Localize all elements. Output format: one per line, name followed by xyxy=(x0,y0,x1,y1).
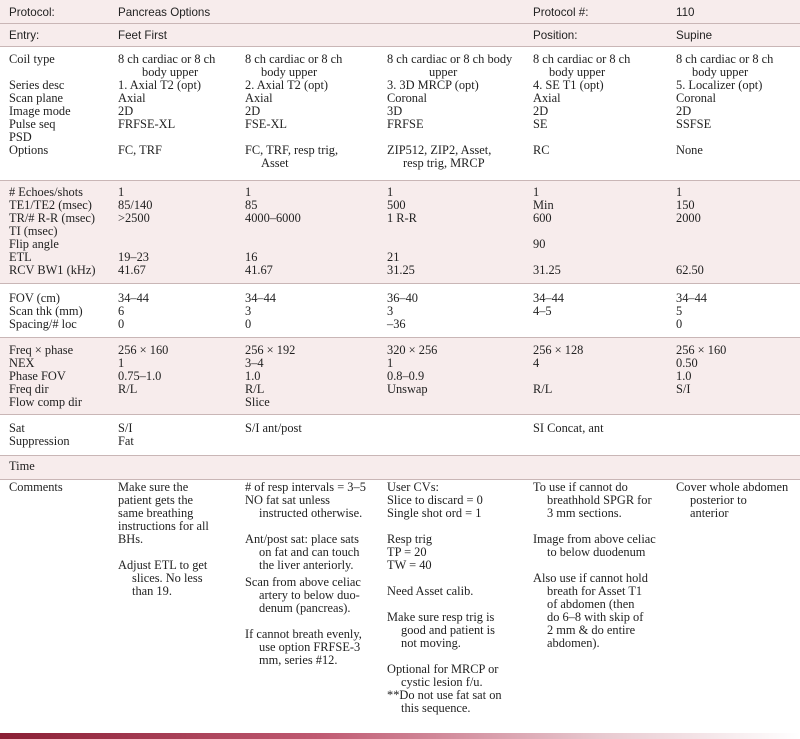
ti xyxy=(387,225,417,238)
flip-angle: 90 xyxy=(533,237,546,251)
freq-dir: R/L xyxy=(245,382,265,396)
sat-section-labels xyxy=(9,422,70,448)
tr: 600 xyxy=(533,211,552,225)
series-4-echo-block xyxy=(533,186,561,277)
series-2-comments xyxy=(245,481,366,680)
comment-line: Resp trig xyxy=(387,532,433,546)
protocol-number-value: 110 xyxy=(676,6,695,19)
scan-thk: 5 xyxy=(676,304,683,318)
nex: 3–4 xyxy=(245,356,264,370)
scan-plane: Axial xyxy=(118,91,146,105)
freq-phase: 256 × 128 xyxy=(533,343,584,357)
comment-line: Adjust ETL to get xyxy=(118,558,208,572)
series-3-freq-block xyxy=(387,344,437,396)
series-2-echo-block xyxy=(245,186,301,277)
scan-plane: Coronal xyxy=(676,91,716,105)
coil-type-cont: upper xyxy=(429,65,458,79)
tr: 1 R-R xyxy=(387,211,417,225)
echoes-shots: 1 xyxy=(387,185,394,199)
scan-plane: Coronal xyxy=(387,91,427,105)
series-5-echo-block xyxy=(676,186,704,277)
coil-type: 8 ch cardiac or 8 ch xyxy=(533,52,631,66)
options: FC, TRF xyxy=(118,143,162,157)
comment-line: the liver anteriorly. xyxy=(259,558,354,572)
te: 500 xyxy=(387,198,406,212)
comment-line: To use if cannot do xyxy=(533,480,628,494)
phase-fov: 0.75–1.0 xyxy=(118,369,162,383)
comment-line: Make sure resp trig is xyxy=(387,610,495,624)
comment-line: Need Asset calib. xyxy=(387,584,474,598)
echo-section-labels xyxy=(9,186,96,277)
series-3-coil-block xyxy=(387,53,512,170)
protocol-number-label: Protocol #: xyxy=(533,6,589,19)
te: 85 xyxy=(245,198,258,212)
pulse-seq: FSE-XL xyxy=(245,117,287,131)
comment-line: denum (pancreas). xyxy=(259,601,351,615)
row-label-te: TE1/TE2 (msec) xyxy=(9,198,92,212)
pulse-seq: FRFSE-XL xyxy=(118,117,176,131)
row-label-flow-comp: Flow comp dir xyxy=(9,395,82,409)
nex: 0.50 xyxy=(676,356,698,370)
comment-line: cystic lesion f/u. xyxy=(401,675,483,689)
row-label-pulse-seq: Pulse seq xyxy=(9,117,56,131)
te: Min xyxy=(533,198,554,212)
pulse-seq: SE xyxy=(533,117,548,131)
series-4-comments xyxy=(533,481,656,663)
series-2-sat-block xyxy=(245,422,302,435)
comment-line: not moving. xyxy=(401,636,461,650)
scan-plane: Axial xyxy=(533,91,561,105)
series-desc: 4. SE T1 (opt) xyxy=(533,78,604,92)
image-mode: 3D xyxy=(387,104,403,118)
te: 150 xyxy=(676,198,695,212)
comment-line: Optional for MRCP or xyxy=(387,662,499,676)
options-cont: resp trig, MRCP xyxy=(403,156,485,170)
comment-line: If cannot breath evenly, xyxy=(245,627,362,641)
fov: 34–44 xyxy=(245,291,276,305)
echoes-shots: 1 xyxy=(118,185,125,199)
rcv-bw: 41.67 xyxy=(245,263,273,277)
rcv-bw: 62.50 xyxy=(676,263,704,277)
series-1-comments xyxy=(118,481,209,611)
comment-line: instructions for all xyxy=(118,519,209,533)
coil-type-cont: body upper xyxy=(261,65,318,79)
comment-line: NO fat sat unless xyxy=(245,493,330,507)
comment-line: of abdomen (then xyxy=(547,597,635,611)
row-label-echoes-shots: # Echoes/shots xyxy=(9,185,83,199)
comment-line: 2 mm & do entire xyxy=(547,623,636,637)
comment-line: Cover whole abdomen xyxy=(676,480,789,494)
divider xyxy=(0,414,800,415)
fov: 34–44 xyxy=(533,291,564,305)
comment-line: Ant/post sat: place sats xyxy=(245,532,359,546)
scan-thk: 3 xyxy=(387,304,394,318)
comment-line: **Do not use fat sat on xyxy=(387,688,502,702)
divider xyxy=(0,337,800,338)
entry-value: Feet First xyxy=(118,29,167,42)
coil-type-cont: body upper xyxy=(142,65,199,79)
ti xyxy=(676,225,704,238)
series-5-fov-block xyxy=(676,292,707,331)
freq-phase: 256 × 160 xyxy=(118,343,169,357)
comment-line: to below duodenum xyxy=(547,545,646,559)
comment-line: breathhold SPGR for xyxy=(547,493,652,507)
tr: 4000–6000 xyxy=(245,211,301,225)
protocol-label: Protocol: xyxy=(9,6,55,19)
comment-line: Also use if cannot hold xyxy=(533,571,648,585)
comment-line: good and patient is xyxy=(401,623,495,637)
etl: 16 xyxy=(245,250,258,264)
series-5-freq-block xyxy=(676,344,726,396)
flow-comp: Slice xyxy=(245,395,270,409)
comment-line: BHs. xyxy=(118,532,144,546)
comment-line: Single shot ord = 1 xyxy=(387,506,482,520)
image-mode: 2D xyxy=(245,104,261,118)
sat: S/I ant/post xyxy=(245,421,302,435)
comment-line: patient gets the xyxy=(118,493,194,507)
freq-dir: R/L xyxy=(533,382,553,396)
comment-line: same breathing xyxy=(118,506,194,520)
scan-thk: 3 xyxy=(245,304,252,318)
series-1-fov-block xyxy=(118,292,149,331)
comment-line: # of resp intervals = 3–5 xyxy=(245,480,366,494)
options: None xyxy=(676,143,703,157)
phase-fov: 0.8–0.9 xyxy=(387,369,425,383)
options-cont: Asset xyxy=(261,156,289,170)
ti xyxy=(118,225,152,238)
entry-label: Entry: xyxy=(9,29,40,42)
fov: 34–44 xyxy=(118,291,149,305)
phase-fov: 1.0 xyxy=(245,369,261,383)
spacing: 0 xyxy=(245,317,252,331)
freq-section-labels xyxy=(9,344,82,409)
series-desc: 3. 3D MRCP (opt) xyxy=(387,78,479,92)
rcv-bw: 31.25 xyxy=(533,263,561,277)
series-desc: 5. Localizer (opt) xyxy=(676,78,763,92)
series-1-sat-block xyxy=(118,422,134,448)
series-4-coil-block xyxy=(533,53,630,157)
divider xyxy=(0,283,800,284)
row-label-etl: ETL xyxy=(9,250,32,264)
comment-line: artery to below duo- xyxy=(259,588,360,602)
bottom-accent-bar xyxy=(0,733,800,739)
row-label-freq-dir: Freq dir xyxy=(9,382,49,396)
row-label-tr: TR/# R-R (msec) xyxy=(9,211,96,225)
pulse-seq: FRFSE xyxy=(387,117,424,131)
comment-line: instructed otherwise. xyxy=(259,506,363,520)
nex: 1 xyxy=(387,356,394,370)
comment-line: this sequence. xyxy=(401,701,471,715)
row-label-scan-plane: Scan plane xyxy=(9,91,64,105)
comment-line: TW = 40 xyxy=(387,558,432,572)
series-2-coil-block xyxy=(245,53,342,170)
series-desc: 1. Axial T2 (opt) xyxy=(118,78,202,92)
etl: 21 xyxy=(387,250,400,264)
comment-line: Image from above celiac xyxy=(533,532,656,546)
row-label-series-desc: Series desc xyxy=(9,78,65,92)
coil-type-cont: body upper xyxy=(549,65,606,79)
freq-phase: 256 × 192 xyxy=(245,343,296,357)
row-label-image-mode: Image mode xyxy=(9,104,71,118)
series-3-echo-block xyxy=(387,186,417,277)
series-1-coil-block xyxy=(118,53,215,157)
sat: SI Concat, ant xyxy=(533,421,604,435)
row-label-rcv-bw: RCV BW1 (kHz) xyxy=(9,263,96,277)
comment-line: do 6–8 with skip of xyxy=(547,610,644,624)
comment-line: slices. No less xyxy=(132,571,203,585)
spacing: –36 xyxy=(387,317,406,331)
row-label-phase-fov: Phase FOV xyxy=(9,369,66,383)
scan-thk: 4–5 xyxy=(533,304,552,318)
row-label-freq-phase: Freq × phase xyxy=(9,343,74,357)
options: RC xyxy=(533,143,550,157)
series-2-freq-block xyxy=(245,344,295,409)
divider xyxy=(0,46,800,47)
comment-line: 3 mm sections. xyxy=(547,506,622,520)
row-label-flip-angle: Flip angle xyxy=(9,237,59,251)
divider xyxy=(0,455,800,456)
tr: 2000 xyxy=(676,211,701,225)
row-label-fov: FOV (cm) xyxy=(9,291,61,305)
series-5-comments xyxy=(676,481,788,533)
nex: 4 xyxy=(533,356,540,370)
suppression: Fat xyxy=(118,434,134,448)
freq-phase: 256 × 160 xyxy=(676,343,727,357)
protocol-value: Pancreas Options xyxy=(118,6,211,19)
comment-line: breath for Asset T1 xyxy=(547,584,643,598)
series-1-echo-block xyxy=(118,186,152,277)
spacing: 0 xyxy=(676,317,683,331)
echoes-shots: 1 xyxy=(676,185,683,199)
coil-type-cont: body upper xyxy=(692,65,749,79)
coil-type: 8 ch cardiac or 8 ch xyxy=(118,52,216,66)
coil-section-labels xyxy=(9,53,71,157)
options: FC, TRF, resp trig, xyxy=(245,143,339,157)
divider xyxy=(0,180,800,181)
sat: S/I xyxy=(118,421,133,435)
position-label: Position: xyxy=(533,29,578,42)
coil-type: 8 ch cardiac or 8 ch xyxy=(245,52,343,66)
coil-type: 8 ch cardiac or 8 ch body xyxy=(387,52,513,66)
coil-type: 8 ch cardiac or 8 ch xyxy=(676,52,774,66)
series-2-fov-block xyxy=(245,292,276,331)
freq-phase: 320 × 256 xyxy=(387,343,438,357)
freq-dir: Unswap xyxy=(387,382,428,396)
position-value: Supine xyxy=(676,29,713,42)
series-4-freq-block xyxy=(533,344,583,396)
echoes-shots: 1 xyxy=(245,185,252,199)
fov: 34–44 xyxy=(676,291,707,305)
fov: 36–40 xyxy=(387,291,418,305)
echoes-shots: 1 xyxy=(533,185,540,199)
comment-line: anterior xyxy=(690,506,729,520)
comment-line: User CVs: xyxy=(387,480,439,494)
image-mode: 2D xyxy=(676,104,692,118)
row-label-time: Time xyxy=(9,459,35,473)
series-desc: 2. Axial T2 (opt) xyxy=(245,78,329,92)
series-4-sat-block xyxy=(533,422,604,435)
series-3-comments xyxy=(387,481,502,715)
row-label-sat: Sat xyxy=(9,421,25,435)
series-4-fov-block xyxy=(533,292,564,318)
image-mode: 2D xyxy=(533,104,549,118)
row-label-nex: NEX xyxy=(9,356,35,370)
flip-angle xyxy=(676,238,704,251)
row-label-spacing: Spacing/# loc xyxy=(9,317,77,331)
tr: >2500 xyxy=(118,211,150,225)
series-5-coil-block xyxy=(676,53,773,157)
row-label-suppression: Suppression xyxy=(9,434,70,448)
series-3-fov-block xyxy=(387,292,418,331)
spacing: 0 xyxy=(118,317,125,331)
pulse-seq: SSFSE xyxy=(676,117,712,131)
comment-line: Slice to discard = 0 xyxy=(387,493,483,507)
comment-line: Scan from above celiac xyxy=(245,575,361,589)
row-label-psd: PSD xyxy=(9,130,32,144)
row-label-scan-thk: Scan thk (mm) xyxy=(9,304,83,318)
phase-fov: 1.0 xyxy=(676,369,692,383)
scan-plane: Axial xyxy=(245,91,273,105)
options: ZIP512, ZIP2, Asset, xyxy=(387,143,492,157)
series-1-freq-block xyxy=(118,344,168,396)
comment-line: TP = 20 xyxy=(387,545,427,559)
comment-line: Make sure the xyxy=(118,480,189,494)
comment-line: on fat and can touch xyxy=(259,545,360,559)
image-mode: 2D xyxy=(118,104,134,118)
nex: 1 xyxy=(118,356,125,370)
comment-line: than 19. xyxy=(132,584,172,598)
comment-line: mm, series #12. xyxy=(259,653,338,667)
rcv-bw: 41.67 xyxy=(118,263,146,277)
comment-line: posterior to xyxy=(690,493,747,507)
row-label-coil-type: Coil type xyxy=(9,52,55,66)
scan-thk: 6 xyxy=(118,304,125,318)
time-band xyxy=(0,455,800,479)
divider xyxy=(0,23,800,24)
rcv-bw: 31.25 xyxy=(387,263,415,277)
te: 85/140 xyxy=(118,198,153,212)
row-label-comments: Comments xyxy=(9,480,63,494)
row-label-ti: TI (msec) xyxy=(9,224,58,238)
freq-dir: S/I xyxy=(676,382,691,396)
ti xyxy=(245,225,301,238)
freq-dir: R/L xyxy=(118,382,138,396)
comment-line: abdomen). xyxy=(547,636,600,650)
etl: 19–23 xyxy=(118,250,149,264)
comment-line: use option FRFSE-3 xyxy=(259,640,361,654)
row-label-options: Options xyxy=(9,143,49,157)
fov-section-labels xyxy=(9,292,83,331)
